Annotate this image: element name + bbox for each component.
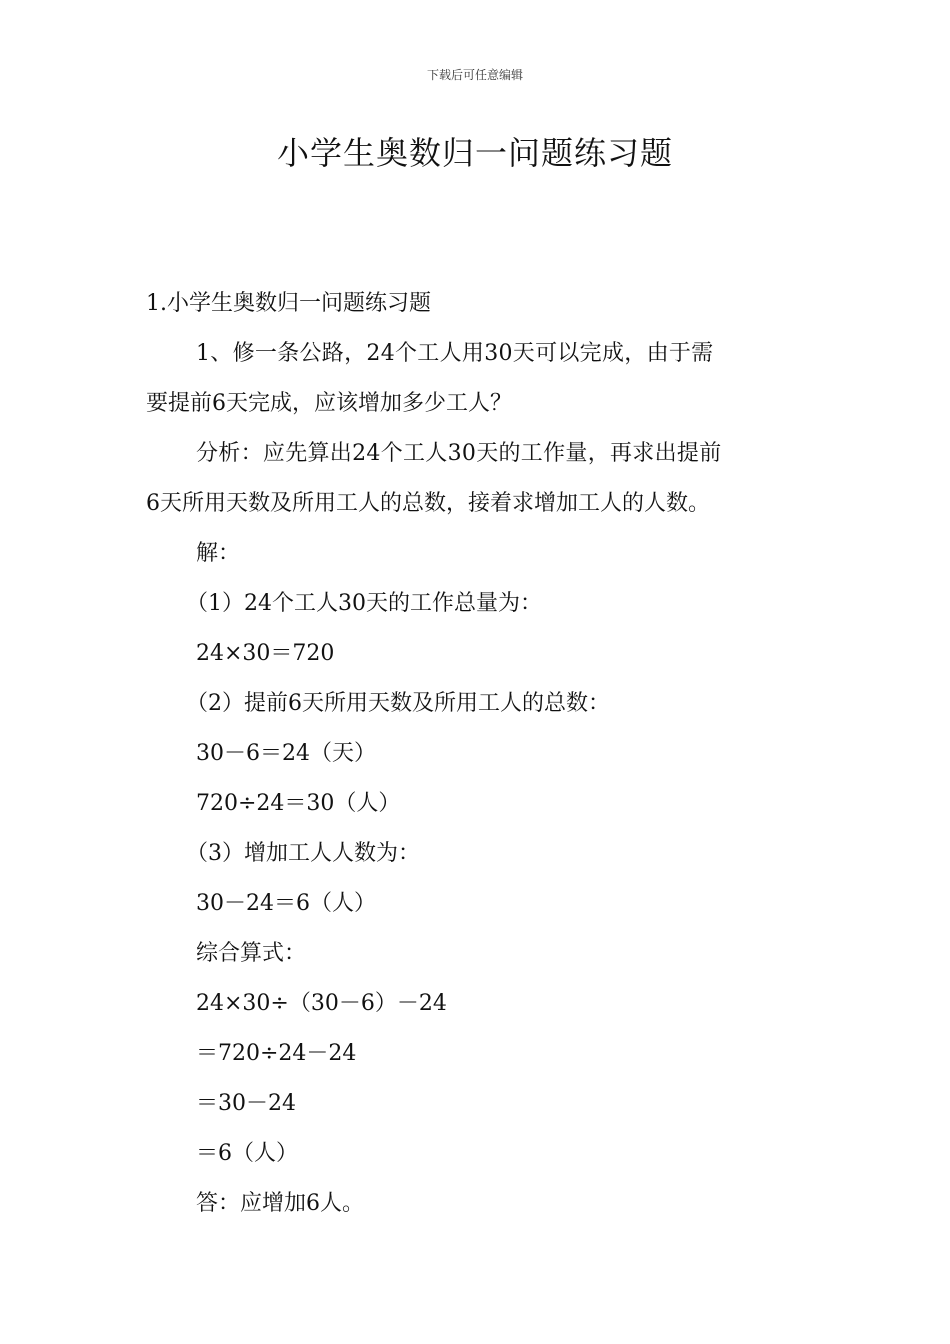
step-2-calculation-days: 30－6＝24（天） — [196, 741, 376, 766]
combined-formula-label: 综合算式： — [196, 941, 307, 966]
analysis-text-line-2: 6天所用天数及所用工人的总数，接着求增加工人的人数。 — [146, 491, 710, 516]
solution-label: 解： — [196, 541, 241, 566]
problem-text-line-1: 1、修一条公路，24个工人用30天可以完成，由于需 — [196, 341, 714, 366]
combined-formula-line-2: ＝720÷24－24 — [196, 1041, 357, 1066]
combined-formula-line-1: 24×30÷（30－6）－24 — [196, 991, 447, 1016]
section-heading: 1.小学生奥数归一问题练习题 — [146, 291, 431, 316]
document-title: 小学生奥数归一问题练习题 — [276, 134, 673, 172]
combined-formula-line-3: ＝30－24 — [196, 1091, 296, 1116]
step-1-calculation: 24×30＝720 — [196, 641, 335, 666]
answer-text: 答：应增加6人。 — [196, 1191, 364, 1216]
step-1-label: （1）24个工人30天的工作总量为： — [186, 591, 542, 616]
analysis-text-line-1: 分析：应先算出24个工人30天的工作量，再求出提前 — [196, 441, 722, 466]
combined-formula-line-4: ＝6（人） — [196, 1141, 298, 1166]
step-2-label: （2）提前6天所用天数及所用工人的总数： — [186, 691, 610, 716]
problem-text-line-2: 要提前6天完成，应该增加多少工人？ — [146, 391, 512, 416]
document-body — [146, 279, 812, 1229]
step-3-calculation: 30－24＝6（人） — [196, 891, 376, 916]
step-2-calculation-workers: 720÷24＝30（人） — [196, 791, 401, 816]
step-3-label: （3）增加工人人数为： — [186, 841, 420, 866]
header-note: 下载后可任意编辑 — [426, 68, 523, 82]
